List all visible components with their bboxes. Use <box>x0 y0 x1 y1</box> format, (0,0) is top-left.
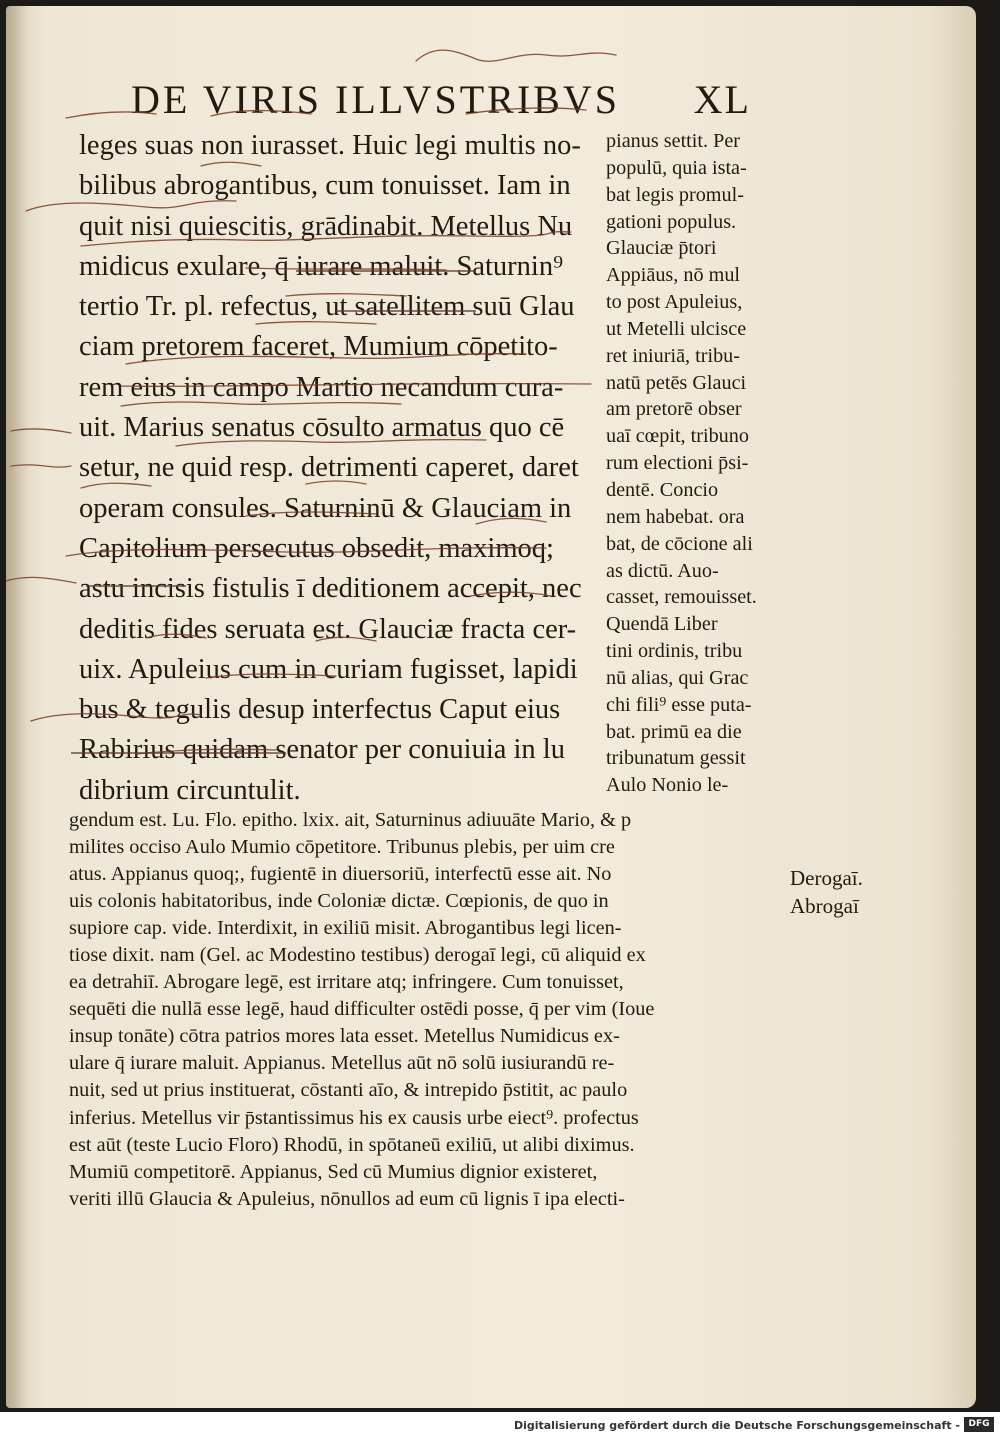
side-line: pianus settit. Per <box>606 130 741 152</box>
side-line: casset, remouisset. <box>606 586 757 609</box>
dfg-logo: DFG <box>964 1417 994 1432</box>
commentary-block <box>69 807 789 1213</box>
main-text-line: uit. Marius senatus cōsulto armatus quo cē <box>79 412 565 444</box>
side-line: bat legis promul- <box>606 183 744 206</box>
commentary-line: est aūt (teste Lucio Floro) Rhodū, in spōtaneū exiliū, ut alibi diximus. <box>69 1133 635 1156</box>
main-text-line: ciam pretorem faceret, Mumium cōpetito- <box>79 331 558 363</box>
commentary-line: sequēti die nullā esse legē, haud difficulter ostēdi posse, q̄ per vim (Ioue <box>69 998 655 1021</box>
commentary-line: atus. Appianus quoq;, fugientē in diuersoriū, interfectū esse ait. No <box>69 863 612 886</box>
side-line: nū alias, qui Grac <box>606 666 749 689</box>
commentary-line: tiose dixit. nam (Gel. ac Modestino testibus) derogaī legi, cū aliquid ex <box>69 944 646 967</box>
side-line: nem habebat. ora <box>606 505 745 528</box>
main-text-line: quit nisi quiescitis, grādinabit. Metellus Nu <box>79 210 573 242</box>
main-text-line: uix. Apuleius cum in curiam fugisset, lapidi <box>79 653 578 685</box>
commentary-line: uis colonis habitatoribus, inde Coloniæ dictæ. Cœpionis, de quo in <box>69 890 609 913</box>
main-text-line: midicus exulare, q̄ iurare maluit. Saturnin⁹ <box>79 250 564 282</box>
commentary-line: veriti illū Glaucia & Apuleius, nōnullos ad eum cū lignis ī ipa electi- <box>69 1187 625 1210</box>
side-line: dentē. Concio <box>606 478 719 501</box>
main-text-line: rem eius in campo Martio necandum cura- <box>79 371 564 403</box>
side-line: Glauciæ p̄tori <box>606 237 717 260</box>
main-text-block <box>79 126 604 811</box>
side-line: Quendā Liber <box>606 613 718 636</box>
side-line: gationi populus. <box>606 210 737 233</box>
side-line: am pretorē obser <box>606 398 742 421</box>
commentary-line: ea detrahiī. Abrogare legē, est irritare atq; infringere. Cum tonuisset, <box>69 971 624 994</box>
main-text-line: Rabirius quidam senator per conuiuia in lu <box>79 734 565 766</box>
side-line: bat. primū ea die <box>606 720 742 743</box>
printed-marginal-notes <box>790 864 900 920</box>
commentary-line: ulare q̄ iurare maluit. Appianus. Metellus aūt nō solū iusiurandū re- <box>69 1052 615 1075</box>
digitization-footer <box>0 1412 1000 1439</box>
marginal-note-derogat: Derogaī. <box>790 866 863 890</box>
side-line: Aulo Nonio le- <box>606 774 729 797</box>
side-line: to post Apuleius, <box>606 291 743 314</box>
running-head: DE VIRIS ILLVSTRIBVS <box>131 77 620 122</box>
marginal-note-abrogat: Abrogaī <box>790 894 859 918</box>
side-line: ret iniuriā, tribu- <box>606 344 740 367</box>
commentary-line: gendum est. Lu. Flo. epitho. lxix. ait, Saturninus adiuuāte Mario, & p <box>69 809 632 831</box>
side-line: as dictū. Auo- <box>606 559 719 582</box>
main-text-line: bus & tegulis desup interfectus Caput eius <box>79 694 561 726</box>
commentary-line: Mumiū competitorē. Appianus, Sed cū Mumius dignior existeret, <box>69 1160 598 1183</box>
main-text-line: Capitolium persecutus obsedit, maximoq; <box>79 532 554 564</box>
main-text-line: deditis fides seruata est. Glauciæ fracta cer- <box>79 613 577 645</box>
commentary-line: milites occiso Aulo Mumio cōpetitore. Tribunus plebis, per uim cre <box>69 836 615 859</box>
book-page <box>6 6 976 1408</box>
main-text-line: tertio Tr. pl. refectus, ut satellitem suū Glau <box>79 291 575 323</box>
side-line: uaī cœpit, tribuno <box>606 425 749 448</box>
funding-credit: Digitalisierung gefördert durch die Deutsche Forschungsgemeinschaft - <box>513 1419 960 1432</box>
side-line: populū, quia ista- <box>606 156 747 179</box>
commentary-line: supiore cap. vide. Interdixit, in exiliū misit. Abrogantibus legi licen- <box>69 917 622 940</box>
main-text-line: operam consules. Saturninū & Glauciam in <box>79 492 572 524</box>
page-header <box>131 76 751 126</box>
side-line: rum electioni p̄si- <box>606 452 749 475</box>
side-line: bat, de cōcione ali <box>606 532 753 555</box>
side-line: tini ordinis, tribu <box>606 640 743 663</box>
main-text-line: leges suas non iurasset. Huic legi multis no- <box>79 130 581 161</box>
main-text-line: dibrium circuntulit. <box>79 774 301 806</box>
main-text-line: setur, ne quid resp. detrimenti caperet, daret <box>79 452 579 484</box>
side-line: ut Metelli ulcisce <box>606 317 747 340</box>
folio-number: XL <box>693 77 751 122</box>
commentary-line: inferius. Metellus vir p̄stantissimus his ex causis urbe eiect⁹. profectus <box>69 1106 639 1129</box>
commentary-line: nuit, sed ut prius instituerat, cōstanti aīo, & intrepido p̄stitit, ac paulo <box>69 1079 628 1102</box>
main-text-line: astu incisis fistulis ī deditionem accepit, nec <box>79 573 582 605</box>
side-line: tribunatum gessit <box>606 747 746 770</box>
main-text-line: bilibus abrogantibus, cum tonuisset. Iam in <box>79 170 571 202</box>
side-line: natū petēs Glauci <box>606 371 747 394</box>
side-line: chi fili⁹ esse puta- <box>606 693 752 716</box>
commentary-line: insup tonāte) cōtra patrios mores lata esset. Metellus Numidicus ex- <box>69 1025 620 1048</box>
side-line: Appiāus, nō mul <box>606 264 741 287</box>
side-commentary-column <box>606 128 796 799</box>
